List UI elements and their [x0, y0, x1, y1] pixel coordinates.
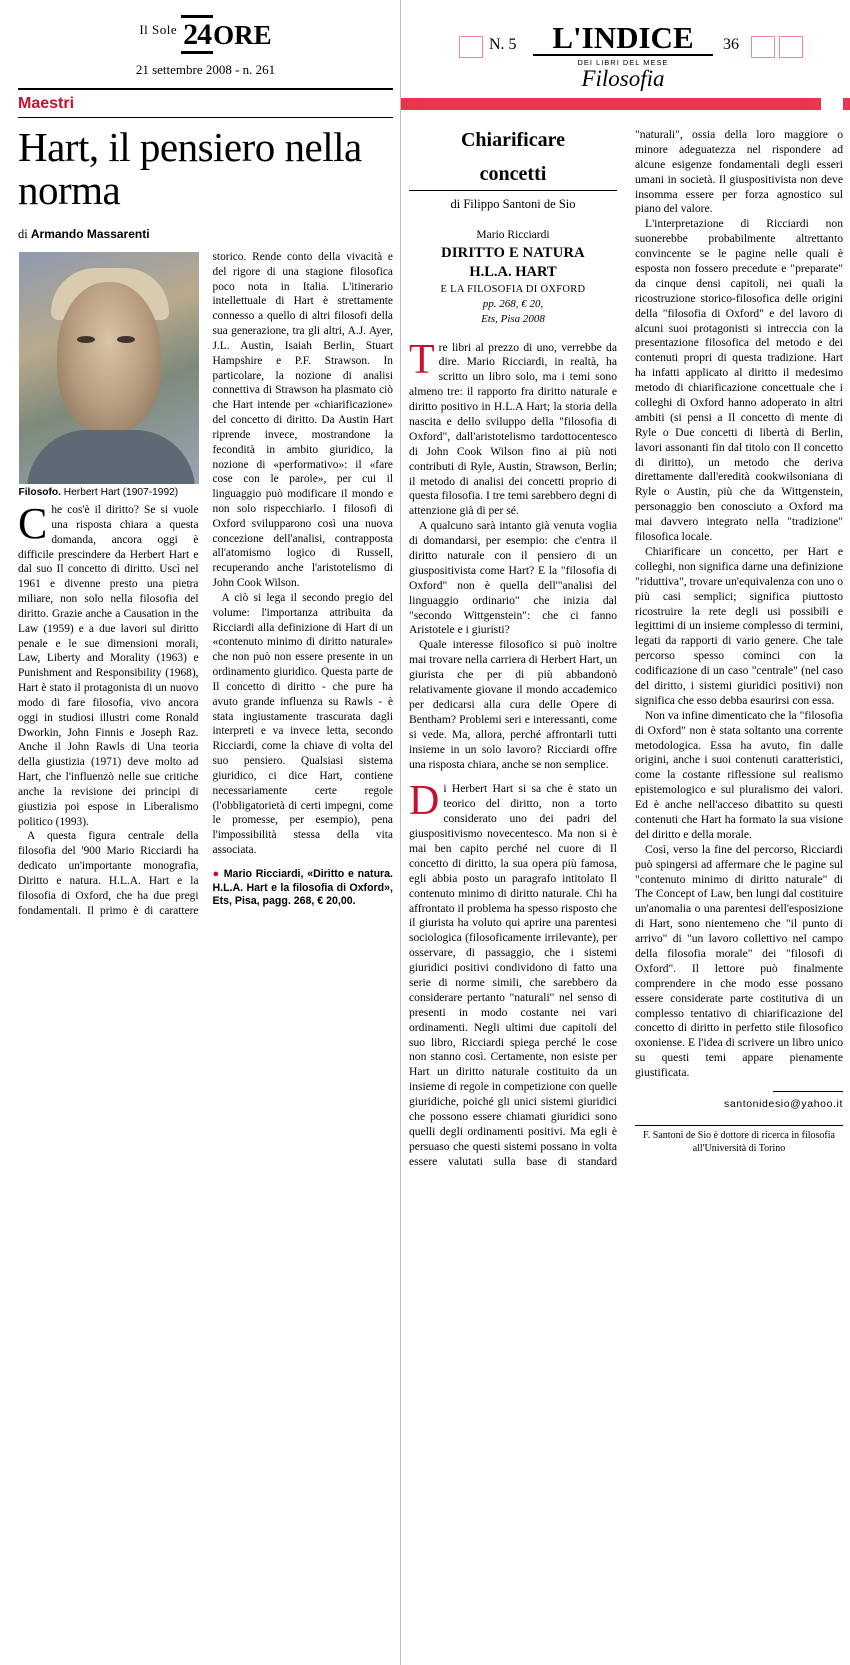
article-author: di Filippo Santoni de Sio [450, 197, 576, 211]
author-email[interactable]: santonidesio@yahoo.it [724, 1098, 843, 1110]
left-paragraph-3: A ciò si lega il secondo pregio del volume: l'importanza attribuita da Ricciardi alla definizione di Hart di un «contenuto minimo di diritto naturale» che non può non essere presente in un ordinamento giuridico. Questa parte de Il concetto di diritto - che pure ha avuto grande influenza su Rawls - è stata ingiustamente trascurata dagli interpreti e va invece letta, secondo Ricciardi, come la chiave di volta del suo pensiero. Qualsiasi sistema giuridico, ci dice Hart, contiene necessariamente certe regole (l'obbligatorietà di certi impegni, come le promesse, per esempio), pena l'impossibilità stessa della vita associata. [212, 591, 393, 857]
dropcap-di: D [409, 778, 440, 825]
masthead-24: 24 [181, 15, 213, 54]
page-number: 36 [723, 36, 739, 53]
right-paragraph-2: A qualcuno sarà intanto già venuta voglia di domandarsi, per esempio: che c'entra il diritto naturale con il pensiero di un giuspositivista come Hart? E la "filosofia di Oxford" non è quella dell'"analisi del linguaggio ordinario" che inizia dal "secondo Wittgenstein": che ci fanno Aristotele e i giuristi? [409, 519, 617, 637]
reviewed-book-author: Mario Ricciardi [476, 229, 550, 242]
right-paragraph-6: Chiarificare un concetto, per Hart e colleghi, non significa darne una definizione "riduttiva", trovare un'equivalenza con uno o più casi semplici; significa piuttosto ricostruire la rete degli usi possibili e legittimi di un insieme complesso di termini, legati da rapporti di vario genere. Che tale percorso spesso cominci con la codificazione di un caso "centrale" (nel caso del diritto, i sistemi giuridici positivi) non significa che esso debba esaurirsi con essa. [635, 544, 843, 707]
photo-caption [19, 487, 199, 499]
left-body-text [18, 250, 393, 918]
right-paragraph-5: L'interpretazione di Ricciardi non suonerebbe probabilmente altrettanto convincente se le pagine nelle quali è esposta non fossero precedute e "preparate" da cinque densi capitoli, nei quali la ricostruzione storico-filosofica delle origini della "filosofia di Oxford" e del lavoro di alcuni suoi protagonisti si intreccia con la presentazione filosofica del metodo e dei contenuti propri di questa tradizione. Hart ha infatti applicato al diritto il medesimo metodo di chiarificazione concettuale che i colleghi di Oxford hanno adoperato in altri ambiti (si pensi a Il concetto di mente di Ryle o Due concetti di libertà di Berlin, lavori assonanti fin dal titolo con Il concetto di diritto), un metodo che deriva direttamente dall'eredità cookwilsoniana di Ryle o Austin, più che da Wittgenstein, personaggio ben conosciuto a Oxford ma mai davvero integrato nella "tradizione" filosofica locale. [635, 217, 843, 544]
red-bar-notch [821, 98, 843, 110]
indice-logo [533, 22, 713, 67]
reviewed-book-title-3: E LA FILOSOFIA DI OXFORD [440, 283, 586, 295]
photo-caption-text: Herbert Hart (1907-1992) [60, 486, 179, 498]
left-article [18, 18, 393, 918]
indice-logo-main: L'INDICE [533, 22, 713, 56]
byline-author: Armando Massarenti [30, 226, 150, 241]
sole24ore-masthead [18, 18, 393, 52]
indice-logo-sub: DEI LIBRI DEL MESE [577, 58, 669, 67]
right-paragraph-1 [409, 336, 617, 520]
red-section-bar [401, 98, 850, 110]
issue-date: 21 settembre 2008 - n. 261 [135, 62, 276, 77]
decor-square-2 [751, 36, 775, 58]
photo-block [19, 252, 199, 499]
right-article [400, 0, 850, 1665]
decor-square-1 [459, 36, 483, 58]
reviewed-book-publisher: Ets, Pisa 2008 [481, 312, 545, 325]
masthead-small-text: Il Sole [139, 22, 178, 37]
reviewed-book-title-1: DIRITTO E NATURA [441, 244, 585, 261]
dropcap-left: C [18, 499, 48, 549]
right-paragraph-4-text: i Herbert Hart si sa che è stato un teorico del diritto, non a torto considerato uno dei padri del giuspositivismo novecentesco. Ma non si è mai ben capito perché nel cuore di Il concetto di diritto, la sua opera più famosa, egli abbia posto un paragrafo intitolato Il contenuto minimo di diritto naturale. Chi ha affrontato il problema ha spesso risposto che il giurista ha voluto qui aprire una parentesi sociologica (filosoficamente irrilevante), per osservare, di passaggio, che i sistemi giuridici positivi condividono di fatto una serie di norme simili, che sarebbero da considerare pertanto "naturali" nel senso di presenti in modo costante nei vari ordinamenti. Negli ultimi due capitoli del suo libro, Ricciardi spiega perché le cose non stanno così. Certamente, non esiste per Hart un diritto naturale costituito da un insieme di regole in competizione con quelle giuridiche, poiché gli unici sistemi giuridici che possono essere chiamati giuridici sono quelli degli ordinamenti positivi. Ma egli è persuaso che questi sistemi possano in volta essere valutati sulla base di standard "naturali", ossia della loro maggiore o minore adeguatezza nel rispondere ad alcune esigenze fondamentali degli esseri umani in società. Il giuspositivista non deve insomma essere per forza agnostico sul piano del valore. [409, 128, 843, 1168]
masthead-ore: ORE [213, 20, 272, 50]
paragraph-spacer [409, 772, 617, 782]
section-kicker: Maestri [18, 95, 75, 112]
decor-square-3 [779, 36, 803, 58]
rule-above-email [773, 1091, 843, 1092]
portrait-image [19, 252, 199, 484]
reviewed-book-title-2: H.L.A. HART [469, 264, 557, 281]
byline [18, 227, 393, 242]
left-paragraph-2: A questa figura centrale della filosofia del '900 Mario Ricciardi ha dedicato un'importante monografia, Diritto e natura. H.L.A. Hart e la filosofia di Oxford, che ha due pregi fondamentali. Il primo è di carattere storico. Rende conto della vivacità e del rigore di una stagione filosofica poco nota in Italia. L'itinerario intellettuale di Hart è strettamente connesso a quello di altri filosofi della sua generazione, tra gli altri, A.J. Ayer, J.L. Austin, Isaiah Berlin, Stuart Hampshire e P.F. Strawson. In particolare, la nozione di analisi connettiva di Strawson ha plasmato ciò che Hart intende per «chiarificazione» del concetto di diritto. Da Austin Hart riprende invece, mostrandone la fecondità in ambito giuridico, la nozione di «performativo»: il «fare cose con le parole», per cui il linguaggio può modificare il mondo e non solo rispecchiarlo. I filosofi di Oxford svilupparono così una nuova concezione dell'analisi, contrapposta all'atomismo logico di Russell, recuperando anche l'aristotelismo di John Cook Wilson. [18, 250, 393, 917]
right-paragraph-3: Quale interesse filosofico si può inoltre mai trovare nella carriera di Herbert Hart, un giurista che per di più abbandonò relativamente giovane il mondo accademico per dedicarsi alla cura delle Opere di Bentham? Problemi seri e interessanti, come si vede. Ma, allora, perché affrontarli tutti insieme in un solo lavoro? Ricciardi offre una risposta chiara, anche se non semplice. [409, 638, 617, 771]
page-title: Hart, il pensiero nella norma [18, 124, 362, 214]
right-paragraph-1-text: re libri al prezzo di uno, verrebbe da dire. Mario Ricciardi, in realtà, ha scritto un libro solo, ma i temi sono almeno tre: il rapporto fra diritto naturale e diritto positivo in H.L.A Hart; la storia della nascita e dello sviluppo della "filosofia di Oxford", dall'aristotelismo tardottocentesco di John Cook Wilson fino ai più noti contributi di Ryle, Austin, Strawson, Berlin; il metodo di analisi dei concetti proprio di questa filosofia. I tre temi sarebbero degni di attenzione già di per sé. [409, 340, 617, 518]
article-title [409, 128, 617, 186]
article-title-line1: Chiarificare [460, 129, 566, 151]
issue-number: N. 5 [489, 36, 517, 53]
rule-under-title [409, 190, 617, 191]
rule-top [18, 88, 393, 90]
bullet-icon: ● [212, 867, 220, 880]
right-paragraph-7: Non va infine dimenticato che la "filosofia di Oxford" non è stata soltanto una corrente metodologica. Essa ha avuto, fin dalle origini, anche i suoi contenuti caratteristici, come la costante riflessione sul realismo epistemologico e sul pluralismo dei valori. Ed è anche nell'acceso dibattito su questi contenuti che Hart ha formato la sua visione del diritto e della morale. [635, 708, 843, 841]
rule-under-kicker [18, 117, 393, 118]
right-body-text [409, 128, 843, 1170]
author-footnote: F. Santoni de Sio è dottore di ricerca in filosofia all'Università di Torino [635, 1125, 843, 1155]
right-paragraph-8: Così, verso la fine del percorso, Ricciardi può spingersi ad affermare che le pagine sul "contenuto minimo di diritto naturale" di The Concept of Law, ben lungi dal costituire un'anomalia o una parentesi dell'esposizione di Hart, sono nientemeno che "il punto di arrivo" di "un lavoro collettivo nel campo della filosofia morale" dei "filosofi di Oxford". Il lettore può finalmente comprendere in che modo esse possano essere considerate parte costitutiva di un complesso tentativo di chiarificazione del concetto di diritto in perfetto stile filosofico oxoniense. E l'idea di scrivere un libro unico su questi temi appare pienamente giustificata. [635, 842, 843, 1080]
dropcap-tre: T [409, 336, 435, 383]
reviewed-book-pages: pp. 268, € 20, [482, 297, 544, 310]
photo-caption-label: Filosofo. [18, 486, 61, 498]
section-name: Filosofia [581, 66, 665, 91]
book-reference-text: Mario Ricciardi, «Diritto e natura. H.L.A. Hart e la filosofia di Oxford», Ets, Pisa, pagg. 268, € 20,00. [212, 867, 393, 907]
byline-prefix: di [18, 226, 31, 241]
article-title-line2: concetti [479, 163, 547, 185]
indice-masthead [401, 0, 850, 96]
reviewed-book [409, 228, 617, 327]
book-reference-note [213, 868, 394, 908]
left-paragraph-1-text: he cos'è il diritto? Se si vuole una risposta chiara a questa domanda, ancora oggi è difficile prescindere da Herbert Hart e dal suo Il concetto di diritto. Uscì nel 1961 e divenne presto una pietra miliare, non solo nella filosofia del diritto. Grazie anche a Causation in the Law (1959) e a due lavori sul diritto penale e le sue dimensioni morali, Law, Liberty and Morality (1963) e Punishment and Responsibility (1968), Hart è stato il protagonista di un nuovo modo di fare filosofia, vivo ancora oggi in studiosi illustri come Ronald Dworkin, John Finnis e Joseph Raz. Anche il John Rawls di Una teoria della giustizia (1971) deve molto ad Hart, che l'influenzò nelle sue critiche anche la revisione dei principi di giustizia poi espose in Liberalismo politico (1993). [18, 504, 199, 828]
